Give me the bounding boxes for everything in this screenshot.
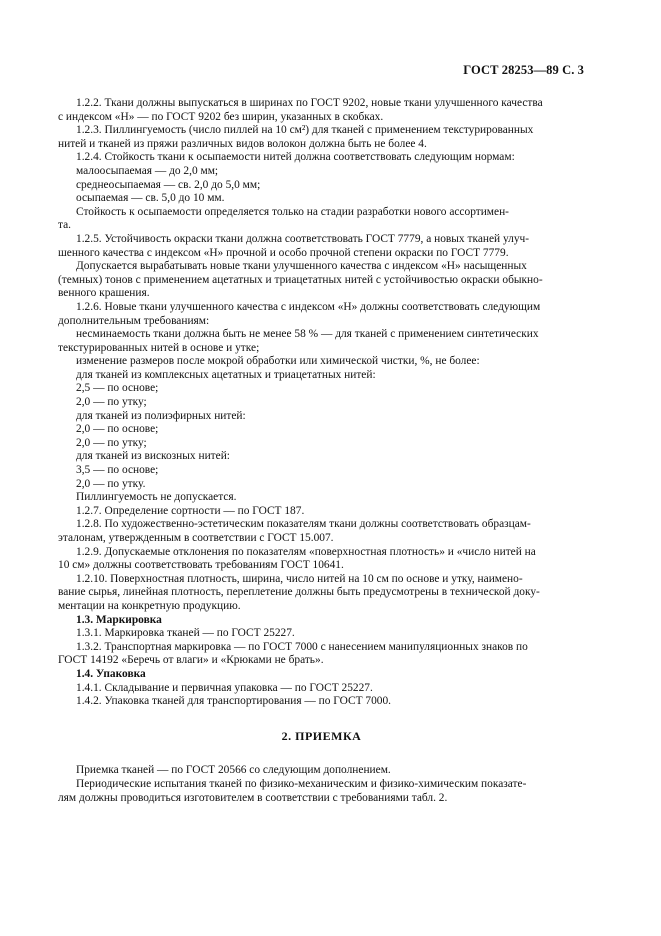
text-line: 3,5 — по основе; — [76, 464, 159, 477]
text-line: с индексом «Н» — по ГОСТ 9202 без ширин, указанных в скобках. — [58, 110, 384, 123]
text-line: Стойкость к осыпаемости определяется только на стадии разработки нового ассортимен- — [76, 205, 509, 218]
text-line: 10 см» должны соответствовать требованиям ГОСТ 10641. — [58, 559, 344, 572]
text-line: Пиллингуемость не допускается. — [76, 491, 237, 504]
text-line: ментации на конкретную продукцию. — [58, 599, 241, 612]
text-line: 2,0 — по утку. — [76, 477, 146, 490]
text-line: осыпаемая — св. 5,0 до 10 мм. — [76, 192, 225, 205]
page-header: ГОСТ 28253—89 С. 3 — [463, 63, 584, 77]
subsection-heading: 1.3. Маркировка — [76, 613, 162, 626]
text-line: 1.2.10. Поверхностная плотность, ширина, число нитей на 10 см по основе и утку, наимено- — [76, 572, 523, 585]
text-line: 1.2.4. Стойкость ткани к осыпаемости нитей должна соответствовать следующим нормам: — [76, 151, 515, 164]
text-line: малоосыпаемая — до 2,0 мм; — [76, 164, 219, 177]
document-body — [58, 97, 585, 805]
text-line: ГОСТ 14192 «Беречь от влаги» и «Крюками не брать». — [58, 654, 324, 667]
text-line: (темных) тонов с применением ацетатных и триацетатных нитей с устойчивостью окраски обыкно- — [58, 273, 543, 286]
text-line: изменение размеров после мокрой обработки или химической чистки, %, не более: — [76, 355, 480, 368]
text-line: 1.4.1. Складывание и первичная упаковка — по ГОСТ 25227. — [76, 681, 373, 694]
section-2-text — [58, 764, 585, 805]
text-line: 1.2.5. Устойчивость окраски ткани должна соответствовать ГОСТ 7779, а новых тканей улуч- — [76, 232, 530, 245]
section-1-text — [58, 97, 585, 709]
text-line: 1.3.2. Транспортная маркировка — по ГОСТ 7000 с нанесением манипуляционных знаков по — [76, 640, 528, 653]
text-line: 1.2.9. Допускаемые отклонения по показателям «поверхностная плотность» и «число нитей на — [76, 545, 536, 558]
text-line: 1.2.7. Определение сортности — по ГОСТ 187. — [76, 504, 305, 517]
text-line: среднеосыпаемая — св. 2,0 до 5,0 мм; — [76, 178, 261, 191]
text-line: лям должны проводиться изготовителем в соответствии с требованиями табл. 2. — [58, 791, 448, 804]
subsection-heading: 1.4. Упаковка — [76, 667, 146, 680]
text-line: для тканей из комплексных ацетатных и триацетатных нитей: — [76, 368, 376, 381]
text-line: 1.2.2. Ткани должны выпускаться в ширинах по ГОСТ 9202, новые ткани улучшенного качества — [76, 97, 543, 109]
text-line: шенного качества с индексом «Н» прочной и особо прочной степени окраски по ГОСТ 7779. — [58, 246, 509, 259]
text-line: 2,0 — по основе; — [76, 423, 159, 436]
text-line: Периодические испытания тканей по физико-механическим и физико-химическим показате- — [76, 777, 527, 790]
section-2-title: 2. ПРИЕМКА — [281, 728, 362, 743]
text-line: та. — [58, 219, 72, 232]
text-line: 1.4.2. Упаковка тканей для транспортирования — по ГОСТ 7000. — [76, 695, 391, 708]
text-line: Приемка тканей — по ГОСТ 20566 со следующим дополнением. — [76, 764, 391, 777]
text-line: текстурированных нитей в основе и утке; — [58, 341, 260, 354]
text-line: для тканей из вискозных нитей: — [76, 450, 230, 463]
text-line: эталонам, утвержденным в соответствии с ГОСТ 15.007. — [58, 532, 334, 544]
text-line: венного крашения. — [58, 287, 150, 300]
text-line: дополнительным требованиям: — [58, 314, 210, 327]
text-line: Допускается вырабатывать новые ткани улучшенного качества с индексом «Н» насыщенных — [76, 260, 527, 273]
text-line: 2,0 — по утку; — [76, 436, 147, 449]
text-line: 1.2.3. Пиллингуемость (число пиллей на 10 см²) для тканей с применением текстурированных — [76, 124, 534, 137]
text-line: нитей и тканей из пряжи различных видов волокон должна быть не более 4. — [58, 137, 427, 150]
text-line: вание сырья, линейная плотность, переплетение должны быть предусмотрены в технической доку- — [58, 586, 540, 599]
text-line: 1.2.8. По художественно-эстетическим показателям ткани должны соответствовать образцам- — [76, 518, 531, 531]
text-line: несминаемость ткани должна быть не менее 58 % — для тканей с применением синтетических — [76, 328, 539, 341]
text-line: 1.3.1. Маркировка тканей — по ГОСТ 25227. — [76, 627, 295, 640]
text-line: 2,5 — по основе; — [76, 382, 159, 395]
text-line: 2,0 — по утку; — [76, 396, 147, 409]
text-line: 1.2.6. Новые ткани улучшенного качества с индексом «Н» должны соответствовать следующим — [76, 300, 541, 313]
text-line: для тканей из полиэфирных нитей: — [76, 409, 246, 422]
